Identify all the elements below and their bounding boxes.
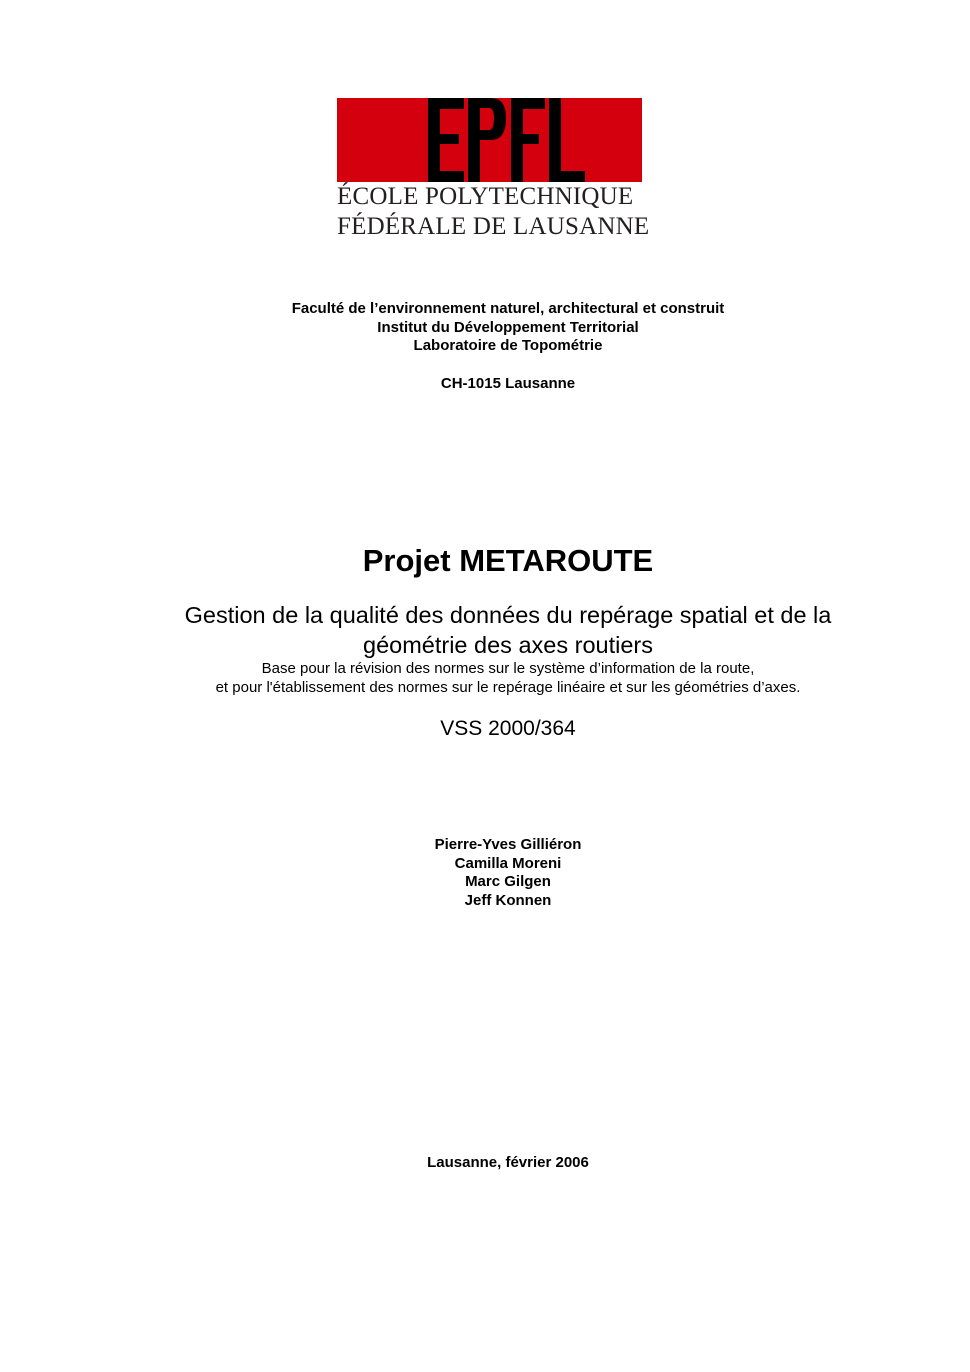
subtitle-line2: géométrie des axes routiers bbox=[363, 632, 653, 658]
school-name-line2: FÉDÉRALE DE LAUSANNE bbox=[337, 213, 650, 240]
author-name: Camilla Moreni bbox=[454, 854, 562, 872]
epfl-lettering-icon bbox=[337, 98, 642, 182]
project-reference: VSS 2000/364 bbox=[440, 717, 576, 740]
institution-city: CH-1015 Lausanne bbox=[440, 375, 576, 392]
author-name: Jeff Konnen bbox=[464, 892, 552, 910]
institute-name: Institut du Développement Territorial bbox=[377, 318, 639, 336]
project-subtitle bbox=[0, 600, 970, 660]
epfl-logo bbox=[337, 98, 650, 242]
institution-block bbox=[0, 300, 970, 356]
author-name: Pierre-Yves Gilliéron bbox=[434, 836, 582, 853]
project-title: Projet METAROUTE bbox=[362, 543, 654, 578]
basis-line1: Base pour la révision des normes sur le système d’information de la route, bbox=[261, 660, 755, 677]
laboratory-name: Laboratoire de Topométrie bbox=[413, 337, 603, 355]
project-basis bbox=[0, 659, 970, 697]
faculty-name: Faculté de l’environnement naturel, architectural et construit bbox=[291, 300, 725, 317]
author-list bbox=[0, 836, 970, 911]
place-date: Lausanne, février 2006 bbox=[427, 1154, 589, 1171]
author-name: Marc Gilgen bbox=[465, 873, 551, 891]
subtitle-line1: Gestion de la qualité des données du repérage spatial et de la bbox=[184, 602, 832, 628]
basis-line2: et pour l'établissement des normes sur le repérage linéaire et sur les géométries d’axes. bbox=[215, 679, 801, 696]
epfl-logo-mark bbox=[337, 98, 642, 182]
school-name-line1: ÉCOLE POLYTECHNIQUE bbox=[337, 183, 634, 210]
